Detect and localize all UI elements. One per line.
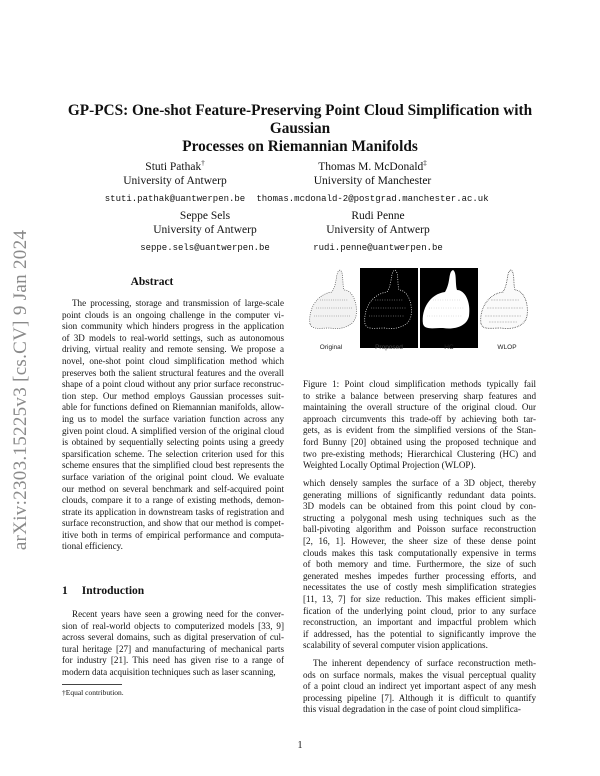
abstract-line: given point cloud. A simplified version of the original cloud [62,425,284,436]
author-block-1 [95,156,255,206]
right-para-1-line: ball-pivoting algorithm and Poisson surface reconstruction [303,524,536,535]
right-para-1-line: which densely samples the surface of a 3D object, thereby [303,478,536,488]
right-para-2-line: ods on surface normals, makes the visual perceptual quality [303,669,536,680]
author-block-3 [125,209,285,255]
paper-title [40,102,560,156]
abstract-line: clouds, compare it to a range of existing methods, demon- [62,495,284,506]
right-para-1-line: structing a polygonal mesh using techniques such as the [303,512,536,523]
abstract-line: tion step. Our method employs Gaussian processes suit- [62,390,284,401]
author-mark: ‡ [423,159,427,167]
abstract-line: point clouds is an ongoing challenge in the computer vi- [62,309,284,320]
caption-line: Weighted Locally Optimal Projection (WLOP). [303,460,476,471]
abstract-line: itive both in terms of empirical performance and computa- [62,529,284,540]
caption-line: approach circumvents this trade-off by achieving both tar- [303,413,536,424]
author-affiliation: University of Manchester [313,174,432,187]
bunny-hc [420,268,478,348]
right-para-2-line: of a point cloud an indirect yet important aspect of any mesh [303,681,536,692]
author-affiliation: University of Antwerp [326,224,430,236]
intro-line: sion of real-world objects to computerized models [33, 9] [62,620,284,631]
abstract-line: scheme ensures that the simplified cloud best represents the [62,460,284,471]
section-heading-introduction [62,585,144,597]
author-email[interactable]: thomas.mcdonald-2@postgrad.manchester.ac.uk [256,193,489,204]
author-block-4 [298,209,458,255]
bunny-figure [302,264,536,354]
abstract-line: tional efficiency. [62,541,123,552]
right-para-2-line: processing pipeline [7]. Although it is difficult to quantify [303,692,536,703]
right-para-1-line: generated meshes impedes further processing efforts, and [303,570,536,581]
abstract-text [62,298,284,553]
label-hc: HC [444,344,454,351]
author-email[interactable]: seppe.sels@uantwerpen.be [140,243,270,253]
right-para-1-line: [2, 16, 1]. However, the sheer size of these dense point [303,535,536,546]
abstract-heading: Abstract [130,276,174,288]
bunny-original [310,270,357,329]
arxiv-identifier: arXiv:2303.15225v3 [cs.CV] 9 Jan 2024 [10,229,31,551]
intro-line: Recent years have seen a growing need for the conver- [72,609,284,619]
author-name: Thomas M. McDonald [318,160,424,173]
label-wlop: WLOP [497,344,517,351]
right-para-1-line: scalability of several computer vision applications. [303,640,488,651]
figure-caption [303,379,536,472]
caption-line: Figure 1: Point cloud simplification methods typically fail [303,379,536,389]
abstract-line: ing us to model the surface variation function across any [62,413,284,424]
intro-line: modern data acquisition techniques such as laser scanning, [62,666,276,677]
right-para-1-line: fication of the underlying point cloud, prior to any surface [303,605,536,616]
abstract-line: our method on several benchmark and self-acquired point [62,483,284,494]
abstract-line: of 3D models to real-world settings, such as autonomous [62,332,284,343]
right-para-1-line: clouds makes this task computationally expensive in terms [303,547,536,558]
author-name: Seppe Sels [179,210,231,222]
abstract-line: The processing, storage and transmission of large-scale [72,298,284,308]
caption-line: maintaining the overall structure of the original cloud. Our [303,402,536,413]
caption-line: two pre-existing methods; Hierarchical Clustering (HC) and [303,448,536,459]
right-column-para-1 [303,478,536,652]
right-para-2-text [303,658,536,716]
caption-line: ford Bunny [20] obtained using the proposed technique and [303,436,536,447]
right-para-1-line: 3D models can be obtained from this point cloud by con- [303,501,536,512]
abstract-line: is obtained by sequentially selecting points using a greedy [62,437,284,448]
abstract-line: sion community which hinders progress in the application [62,321,284,332]
intro-line: across several domains, such as digital preservation of cul- [62,632,284,643]
section-title: Introduction [81,585,145,597]
author-mark: † [201,159,205,167]
right-para-1-line: [11, 13, 7] for size reduction. This makes efficient simpli- [303,593,536,604]
footnote: †Equal contribution. [62,688,124,697]
caption-line: gets, as is evident from the simplified versions of the Stan- [303,425,536,436]
intro-line: tural heritage [27] and manufacturing of mechanical parts [62,643,284,654]
author-name: Stuti Pathak [145,160,202,173]
page-number: 1 [297,740,303,751]
right-para-1-line: reconstruction, an important and impactful problem which [303,617,536,628]
right-para-1-text [303,478,536,652]
author-email[interactable]: rudi.penne@uantwerpen.be [313,243,443,253]
abstract-line: surface reconstruction, and show that our method is compet- [62,518,284,529]
footnote-rule [62,684,122,685]
right-para-1-line: if addressed, has the potential to significantly improve the [303,628,536,639]
author-email[interactable]: stuti.pathak@uantwerpen.be [104,193,246,204]
caption-text [303,379,536,472]
right-para-2-line: The inherent dependency of surface reconstruction meth- [313,658,536,668]
abstract-body [62,298,284,553]
abstract-line: preserves both the salient structural features and the overall [62,367,284,378]
author-name: Rudi Penne [351,210,405,222]
author-affiliation: University of Antwerp [153,224,257,236]
section-number: 1 [62,585,68,597]
abstract-line: able for functions defined on Riemannian manifolds, allow- [62,402,284,413]
abstract-line: sparsification scheme. The selection criterion used for this [62,448,284,459]
author-affiliation: University of Antwerp [123,174,227,187]
author-block-2 [250,156,495,206]
right-para-1-line: of both memory and time. Furthermore, the size of such [303,559,536,570]
title-line-2: Processes on Riemannian Manifolds [182,138,418,155]
label-original: Original [319,344,343,351]
abstract-line: novel, one-shot point cloud simplification method which [62,355,284,366]
abstract-line: strate its application in downstream tasks of registration and [62,506,284,517]
right-para-1-line: generating millions of significantly redundant data points. [303,489,536,500]
intro-line: for industry [21]. This need has given rise to a range of [62,655,284,666]
title-line-1: GP-PCS: One-shot Feature-Preserving Point Cloud Simplification with Gaussian [67,102,533,137]
figure-1 [302,264,536,354]
intro-body [62,609,284,679]
abstract-line: surface variation of the original point cloud. We evaluate [62,471,284,482]
right-column-para-2 [303,658,536,716]
abstract-line: shape of a point cloud without any prior surface reconstruc- [62,379,284,390]
right-para-2-line: this visual degradation in the case of point cloud simplifica- [303,704,521,715]
right-para-1-line: necessitates the use of costly mesh simplification strategies [303,582,536,593]
caption-line: to strike a balance between preserving sharp features and [303,390,536,401]
abstract-line: driving, virtual reality and remote sensing. We propose a [62,344,284,355]
intro-text [62,609,284,679]
label-proposed: Proposed [375,344,403,351]
